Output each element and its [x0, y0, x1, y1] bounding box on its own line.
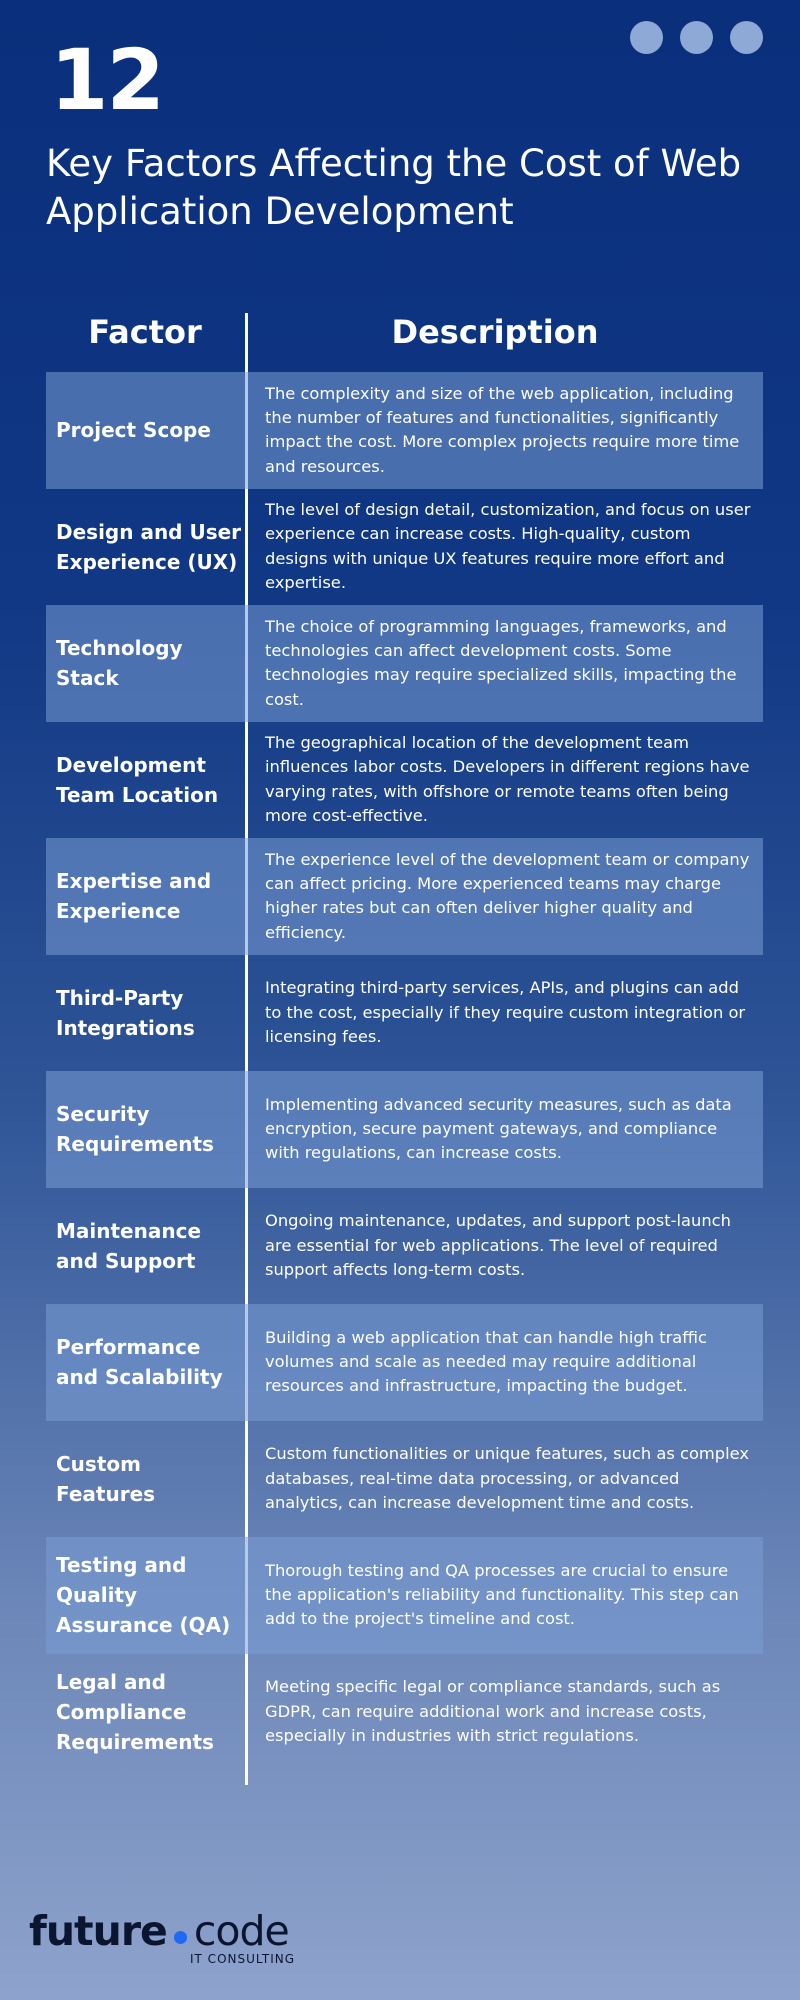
factor-cell: Expertise and Experience — [56, 869, 212, 924]
factor-cell: Testing and Quality Assurance (QA) — [56, 1553, 231, 1638]
factor-column-header: Factor — [88, 313, 202, 351]
table-row — [0, 489, 800, 606]
factor-cell: Third-Party Integrations — [56, 985, 195, 1040]
logo-word-code: code — [193, 1907, 289, 1955]
logo-dot-icon — [174, 1931, 187, 1944]
description-column-header: Description — [391, 313, 599, 351]
description-cell: The geographical location of the development team influences labor costs. Developers in different regions have varying rates, with offshore or remote teams often being more cost-effective. — [265, 733, 750, 826]
table-row — [0, 1188, 800, 1305]
page-title: Key Factors Affecting the Cost of Web Application Development — [46, 142, 742, 233]
table-row — [0, 605, 800, 722]
factor-cell: Security Requirements — [56, 1102, 214, 1157]
table-row — [0, 1537, 800, 1654]
dot-icon — [630, 21, 663, 54]
table-row — [0, 838, 800, 955]
table-row — [0, 955, 800, 1072]
description-cell: Building a web application that can handle high traffic volumes and scale as needed may require additional resources and infrastructure, impacting the budget. — [265, 1327, 707, 1396]
table-row — [0, 1071, 800, 1188]
factor-cell: Maintenance and Support — [56, 1218, 202, 1273]
description-cell: The experience level of the development team or company can affect pricing. More experienced teams may charge higher rates but can often deliver higher quality and efficiency. — [265, 849, 750, 942]
table-row — [0, 1654, 800, 1771]
description-cell: Integrating third-party services, APIs, and plugins can add to the cost, especially if they require custom integration or licensing fees. — [265, 978, 746, 1046]
factor-cell: Project Scope — [56, 418, 211, 443]
description-cell: The complexity and size of the web application, including the number of features and functionalities, significantly impact the cost. More complex projects require more time and resources. — [265, 383, 740, 476]
description-cell: The choice of programming languages, frameworks, and technologies can affect development costs. Some technologies may require specialized skills, impacting the cost. — [265, 616, 737, 709]
table-row — [0, 1421, 800, 1538]
description-cell: Custom functionalities or unique features, such as complex databases, real-time data processing, or advanced analytics, can increase development time and costs. — [265, 1444, 749, 1512]
factor-count: 12 — [50, 31, 163, 129]
description-cell: The level of design detail, customization, and focus on user experience can increase costs. High-quality, custom designs with unique UX features require more effort and expertise. — [265, 500, 751, 593]
description-cell: Meeting specific legal or compliance standards, such as GDPR, can require additional work and increase costs, especially in industries with strict regulations. — [265, 1677, 721, 1745]
company-logo — [29, 1906, 295, 1966]
factor-cell: Custom Features — [56, 1451, 156, 1506]
table-row — [0, 722, 800, 839]
description-cell: Implementing advanced security measures, such as data encryption, secure payment gateways, and compliance with regulations, can increase costs. — [265, 1094, 732, 1163]
description-cell: Thorough testing and QA processes are crucial to ensure the application's reliability and functionality. This step can add to the project's timeline and cost. — [265, 1560, 739, 1629]
factor-cell: Development Team Location — [56, 752, 219, 807]
table-row — [0, 372, 800, 489]
dot-icon — [730, 21, 763, 54]
factor-cell: Performance and Scalability — [56, 1335, 223, 1390]
logo-wordmark — [29, 1906, 295, 1956]
logo-word-future: future — [29, 1907, 167, 1955]
factors-table — [0, 372, 800, 1770]
factor-cell: Legal and Compliance Requirements — [56, 1669, 214, 1754]
dot-icon — [680, 21, 713, 54]
table-row — [0, 1304, 800, 1421]
factor-cell: Design and User Experience (UX) — [56, 519, 242, 574]
description-cell: Ongoing maintenance, updates, and support post-launch are essential for web applications. The level of required support affects long-term costs. — [265, 1211, 731, 1279]
logo-tagline: IT CONSULTING — [190, 1952, 296, 1966]
decorative-dots — [630, 21, 763, 54]
factor-cell: Technology Stack — [56, 636, 183, 691]
